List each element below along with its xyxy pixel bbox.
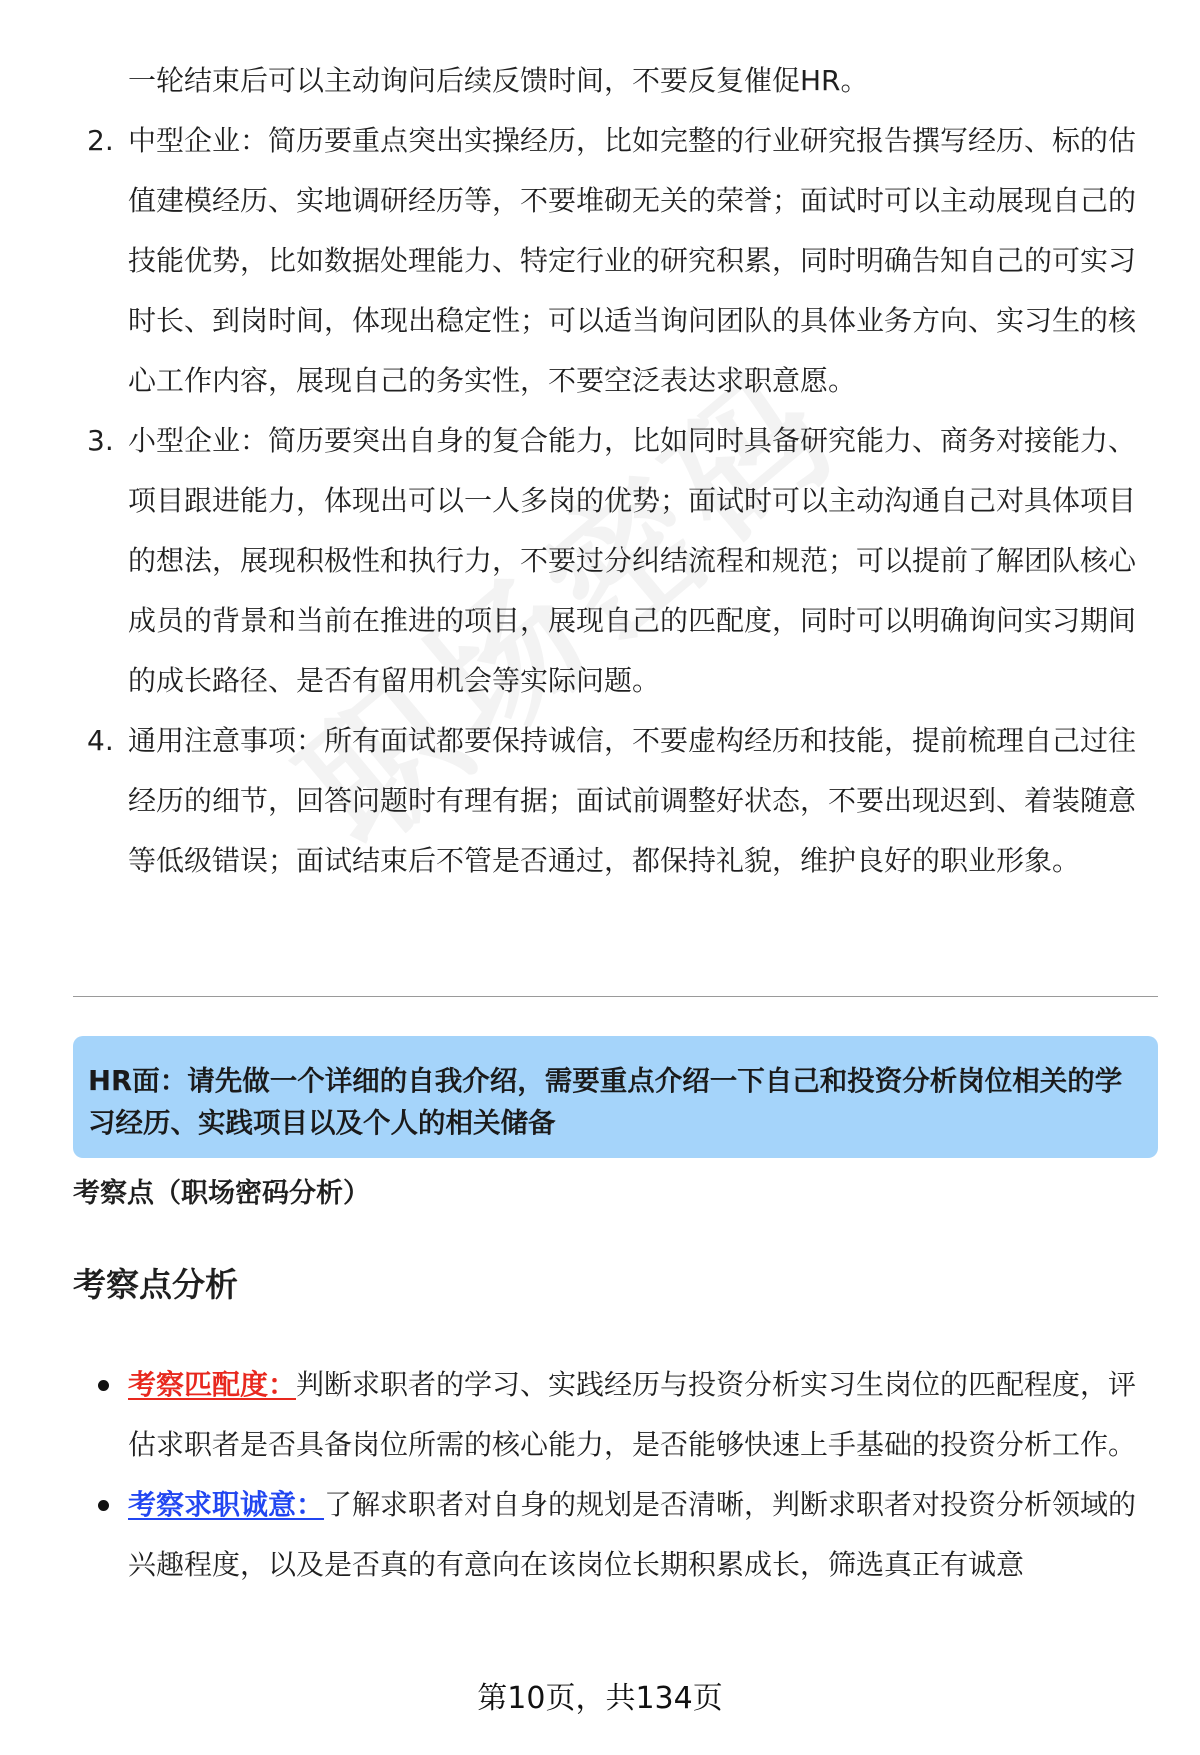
page-number: 第10页，共134页 — [477, 1681, 723, 1716]
numbered-list — [75, 111, 1155, 891]
question-text: HR面：请先做一个详细的自我介绍，需要重点介绍一下自己和投资分析岗位相关的学习经历、实践项目以及个人的相关储备 — [88, 1065, 1123, 1139]
subheading: 考察点（职场密码分析） — [73, 1178, 370, 1209]
list-number: 2. — [87, 124, 114, 157]
list-item-text: 小型企业：简历要突出自身的复合能力，比如同时具备研究能力、商务对接能力、项目跟进能力，体现出可以一人多岗的优势；面试时可以主动沟通自己对具体项目的想法，展现积极性和执行力，不要过分纠结流程和规范；可以提前了解团队核心成员的背景和当前在推进的项目，展现自己的匹配度，同时可以明确询问实习期间的成长路径、是否有留用机会等实际问题。 — [128, 424, 1137, 697]
bullet-text: 了解求职者对自身的规划是否清晰，判断求职者对投资分析领域的兴趣程度，以及是否真的有意向在该岗位长期积累成长，筛选真正有诚意 — [128, 1488, 1137, 1581]
bullet-item — [128, 1355, 1148, 1475]
bullet-dot-icon — [98, 1500, 109, 1511]
list-item — [75, 111, 1148, 411]
bullet-tag: 考察匹配度： — [128, 1368, 297, 1401]
bullet-text: 判断求职者的学习、实践经历与投资分析实习生岗位的匹配程度，评估求职者是否具备岗位所需的核心能力，是否能够快速上手基础的投资分析工作。 — [128, 1368, 1137, 1461]
list-item — [75, 411, 1148, 711]
continuation-text: 一轮结束后可以主动询问后续反馈时间，不要反复催促HR。 — [128, 64, 869, 97]
section-divider — [73, 996, 1158, 997]
list-number: 3. — [87, 424, 114, 457]
bullet-tag: 考察求职诚意： — [128, 1488, 325, 1521]
bullet-list — [128, 1355, 1148, 1595]
section-title: 考察点分析 — [73, 1265, 238, 1304]
list-number: 4. — [87, 724, 114, 757]
list-item — [75, 711, 1148, 891]
list-item-text: 通用注意事项：所有面试都要保持诚信，不要虚构经历和技能，提前梳理自己过往经历的细节，回答问题时有理有据；面试前调整好状态，不要出现迟到、着装随意等低级错误；面试结束后不管是否通过，都保持礼貌，维护良好的职业形象。 — [128, 724, 1137, 877]
list-item-text: 中型企业：简历要重点突出实操经历，比如完整的行业研究报告撰写经历、标的估值建模经历、实地调研经历等，不要堆砌无关的荣誉；面试时可以主动展现自己的技能优势，比如数据处理能力、特定行业的研究积累，同时明确告知自己的可实习时长、到岗时间，体现出稳定性；可以适当询问团队的具体业务方向、实习生的核心工作内容，展现自己的务实性，不要空泛表达求职意愿。 — [128, 124, 1137, 397]
question-callout — [73, 1036, 1158, 1158]
bullet-item — [128, 1475, 1148, 1595]
bullet-dot-icon — [98, 1380, 109, 1391]
